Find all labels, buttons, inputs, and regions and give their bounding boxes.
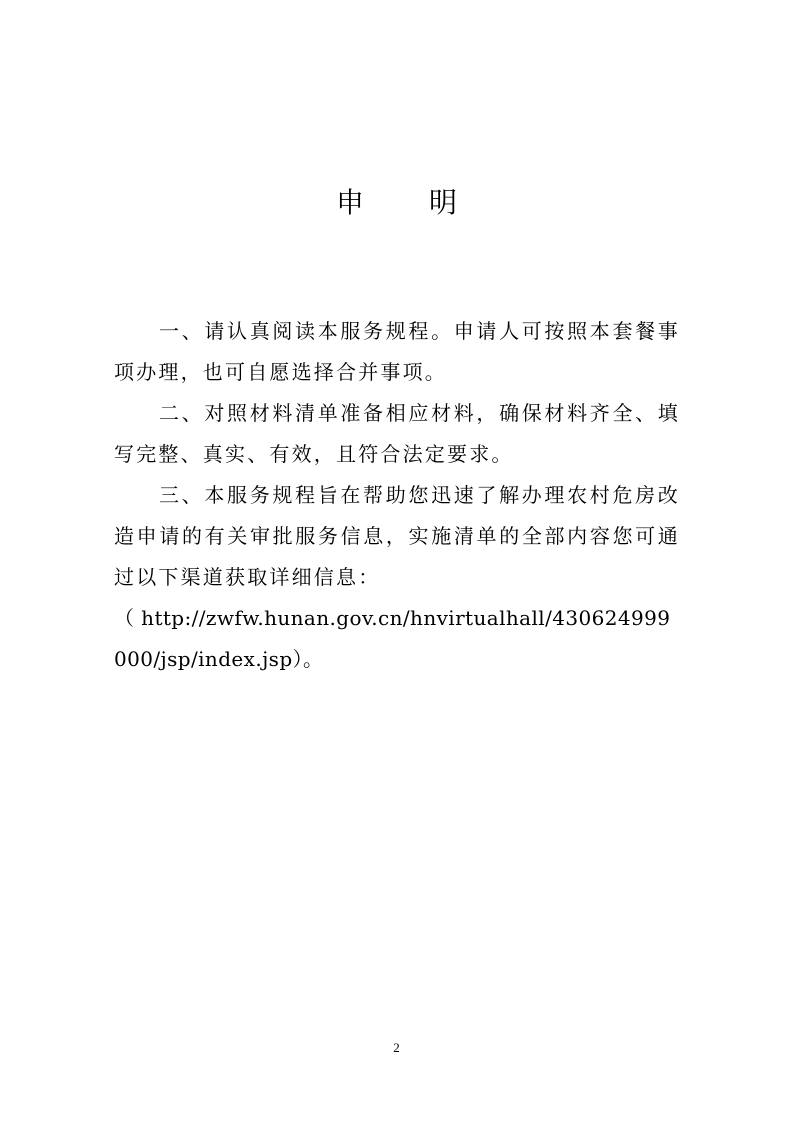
page-number: 2	[393, 1040, 400, 1055]
statement-paragraph-2: 二、对照材料清单准备相应材料，确保材料齐全、填写完整、真实、有效，且符合法定要求。	[114, 401, 680, 466]
statement-body	[114, 311, 680, 680]
statement-paragraph-3: 三、本服务规程旨在帮助您迅速了解办理农村危房改造申请的有关审批服务信息，实施清单的全部内容您可通过以下渠道获取详细信息：	[114, 483, 680, 589]
service-url: （ http://zwfw.hunan.gov.cn/hnvirtualhall/430624999000/jsp/index.jsp）。	[114, 606, 671, 671]
page-title: 申 明	[336, 186, 485, 219]
statement-paragraph-1: 一、请认真阅读本服务规程。申请人可按照本套餐事项办理，也可自愿选择合并事项。	[114, 319, 680, 384]
